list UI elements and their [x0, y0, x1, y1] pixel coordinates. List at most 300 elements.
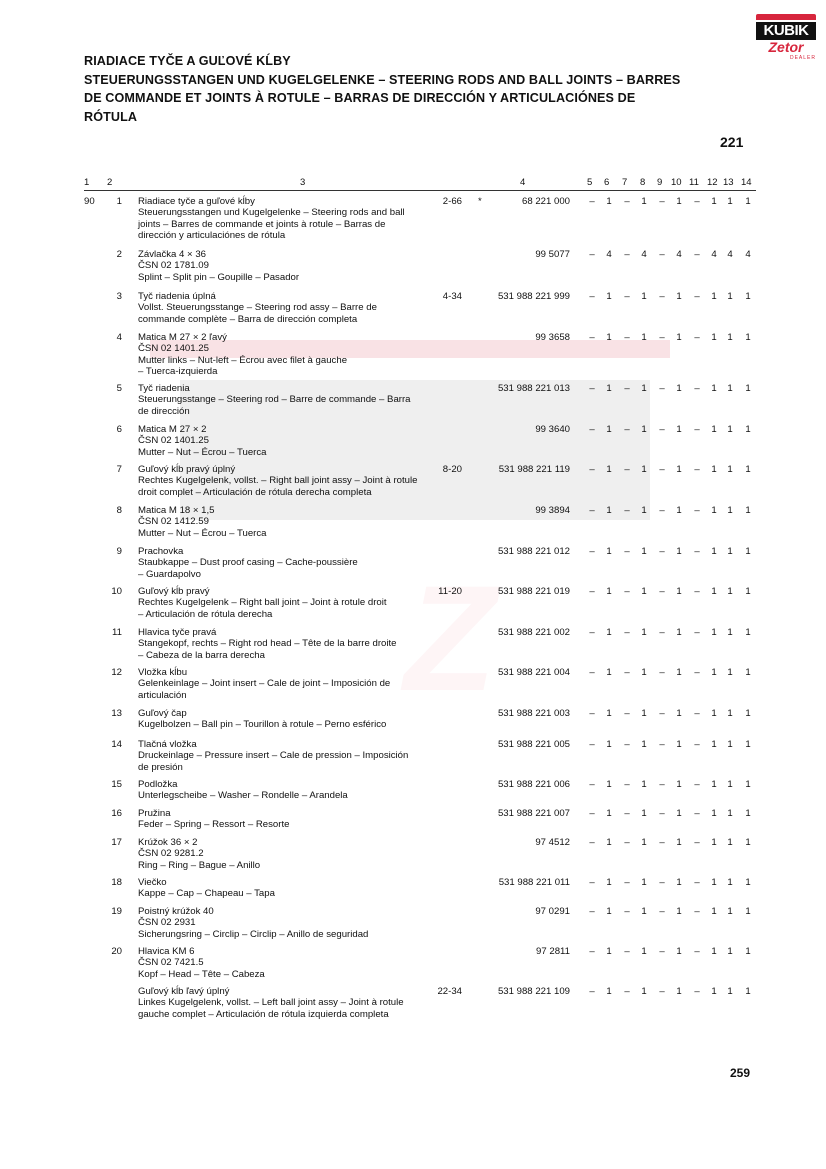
description-line: – Tuerca-izquierda [138, 365, 218, 377]
quantity-cell: 1 [727, 837, 733, 848]
quantity-cell: 1 [676, 586, 682, 597]
part-description [138, 546, 470, 580]
quantity-cell: 1 [727, 779, 733, 790]
quantity-cell: 1 [727, 627, 733, 638]
description-line: Podložka [138, 779, 178, 790]
quantity-cell: 1 [641, 779, 647, 790]
quantity-cell: – [659, 906, 665, 917]
quantity-cell: – [659, 291, 665, 302]
description-line: Staubkappe – Dust proof casing – Cache-poussière [138, 557, 358, 569]
quantity-cell: – [624, 708, 630, 719]
quantity-cell: – [624, 808, 630, 819]
part-description [138, 424, 470, 458]
description-line: de dirección [138, 405, 190, 417]
part-number: 99 3658 [535, 332, 570, 343]
quantity-cell: – [694, 505, 700, 516]
quantity-cell: 1 [676, 906, 682, 917]
position-number: 13 [111, 708, 122, 719]
part-description [138, 906, 470, 940]
position-number: 7 [116, 464, 122, 475]
quantity-cell: – [589, 505, 595, 516]
part-number: 531 988 221 012 [497, 546, 570, 557]
quantity-cell: – [624, 383, 630, 394]
quantity-cell: 1 [745, 837, 751, 848]
quantity-cell: – [659, 986, 665, 997]
description-line: Poistný krúžok 40 [138, 906, 214, 917]
quantity-cell: 1 [606, 196, 612, 207]
description-line: Matica M 27 × 2 ľavý [138, 332, 227, 343]
quantity-cell: – [589, 546, 595, 557]
part-description [138, 627, 470, 661]
description-line: ČSN 02 7421.5 [138, 957, 204, 969]
quantity-cell: 1 [745, 779, 751, 790]
quantity-cell: 1 [745, 332, 751, 343]
quantity-cell: 1 [711, 877, 717, 888]
description-line: ČSN 02 2931 [138, 917, 196, 929]
quantity-cell: 1 [676, 383, 682, 394]
description-line: Kugelbolzen – Ball pin – Tourillon à rotule – Perno esférico [138, 719, 387, 731]
quantity-cell: – [624, 739, 630, 750]
quantity-cell: 1 [727, 667, 733, 678]
position-number: 11 [112, 627, 122, 638]
quantity-cell: 1 [745, 464, 751, 475]
quantity-cell: – [694, 906, 700, 917]
description-line: Steuerungsstangen und Kugelgelenke – Steering rods and ball [138, 207, 405, 219]
quantity-cell: – [589, 424, 595, 435]
quantity-cell: 4 [641, 249, 647, 260]
quantity-cell: 1 [711, 837, 717, 848]
description-line: Tlačná vložka [138, 739, 197, 750]
quantity-cell: – [589, 249, 595, 260]
quantity-cell: 1 [727, 739, 733, 750]
description-line: articulación [138, 689, 187, 701]
quantity-cell: 1 [676, 837, 682, 848]
quantity-cell: – [659, 332, 665, 343]
quantity-cell: – [694, 586, 700, 597]
quantity-cell: – [694, 249, 700, 260]
quantity-cell: 1 [606, 383, 612, 394]
quantity-cell: 1 [711, 986, 717, 997]
quantity-cell: – [694, 986, 700, 997]
figure-reference: 4-34 [442, 291, 462, 302]
logo-word: KUBIK [756, 22, 816, 40]
quantity-cell: 1 [641, 877, 647, 888]
quantity-cell: – [624, 986, 630, 997]
header-rule [84, 190, 756, 191]
position-number: 17 [111, 837, 122, 848]
part-description [138, 332, 470, 377]
quantity-cell: – [659, 946, 665, 957]
quantity-cell: 1 [606, 546, 612, 557]
part-description [138, 779, 470, 802]
quantity-cell: 1 [676, 505, 682, 516]
quantity-cell: 1 [676, 332, 682, 343]
part-description [138, 837, 470, 871]
section-number: 221 [720, 134, 744, 150]
quantity-cell: – [589, 667, 595, 678]
quantity-cell: 1 [641, 627, 647, 638]
quantity-cell: 1 [711, 627, 717, 638]
quantity-cell: 1 [727, 291, 733, 302]
quantity-cell: 1 [676, 708, 682, 719]
column-header: 4 [520, 177, 526, 188]
part-number: 531 988 221 006 [497, 779, 570, 790]
part-number: 531 988 221 005 [497, 739, 570, 750]
quantity-cell: 4 [606, 249, 612, 260]
quantity-cell: 1 [641, 667, 647, 678]
quantity-cell: – [694, 808, 700, 819]
position-number: 10 [111, 586, 122, 597]
quantity-cell: 1 [711, 546, 717, 557]
quantity-cell: 1 [641, 464, 647, 475]
description-line: Splint – Split pin – Goupille – Pasador [138, 271, 300, 283]
quantity-cell: 1 [745, 196, 751, 207]
quantity-cell: – [659, 586, 665, 597]
quantity-cell: – [589, 837, 595, 848]
quantity-cell: – [659, 877, 665, 888]
part-number: 531 988 221 119 [498, 464, 570, 475]
quantity-cell: 1 [727, 505, 733, 516]
quantity-cell: – [694, 383, 700, 394]
position-number: 19 [111, 906, 122, 917]
quantity-cell: 1 [641, 546, 647, 557]
quantity-cell: 1 [727, 383, 733, 394]
quantity-cell: 1 [745, 877, 751, 888]
quantity-cell: 1 [676, 196, 682, 207]
quantity-cell: 1 [676, 779, 682, 790]
quantity-cell: – [589, 196, 595, 207]
quantity-cell: 1 [676, 739, 682, 750]
quantity-cell: – [624, 877, 630, 888]
quantity-cell: 1 [641, 837, 647, 848]
quantity-cell: 1 [745, 586, 751, 597]
quantity-cell: 1 [711, 424, 717, 435]
quantity-cell: 1 [606, 627, 612, 638]
part-number: 531 988 221 999 [497, 291, 570, 302]
description-line: gauche complet – Articulación de rótula izquierda completa [138, 1008, 389, 1020]
column-header: 11 [689, 177, 699, 188]
quantity-cell: – [694, 946, 700, 957]
quantity-cell: 1 [676, 546, 682, 557]
quantity-cell: – [624, 196, 630, 207]
description-line: Guľový kĺb ľavý úplný [138, 986, 230, 997]
logo-red-bar [756, 14, 816, 20]
description-line: de presión [138, 761, 183, 773]
part-number: 531 988 221 011 [498, 877, 570, 888]
quantity-cell: 1 [711, 946, 717, 957]
quantity-cell: – [694, 424, 700, 435]
description-line: Tyč riadenia [138, 383, 190, 394]
quantity-cell: – [659, 546, 665, 557]
quantity-cell: 1 [641, 946, 647, 957]
description-line: Kopf – Head – Tête – Cabeza [138, 968, 265, 980]
quantity-cell: – [659, 249, 665, 260]
quantity-cell: 1 [641, 586, 647, 597]
description-line: Viečko [138, 877, 167, 888]
part-number: 97 2811 [536, 946, 570, 957]
column-header: 2 [107, 177, 113, 188]
position-number: 15 [111, 779, 122, 790]
part-description [138, 249, 470, 283]
column-header: 7 [622, 177, 628, 188]
quantity-cell: 1 [606, 986, 612, 997]
description-line: Rechtes Kugelgelenk, vollst. – Right ball joint assy – Joint à rotule [138, 475, 418, 487]
quantity-cell: – [659, 708, 665, 719]
description-line: Ring – Ring – Bague – Anillo [138, 859, 261, 871]
quantity-cell: 1 [641, 505, 647, 516]
quantity-cell: 1 [606, 708, 612, 719]
description-line: ČSN 02 9281.2 [138, 848, 204, 860]
quantity-cell: 1 [711, 464, 717, 475]
description-line: Matica M 27 × 2 [138, 424, 207, 435]
logo-dealer: DEALER [789, 55, 816, 61]
quantity-cell: 1 [727, 946, 733, 957]
quantity-cell: – [624, 291, 630, 302]
quantity-cell: 1 [711, 667, 717, 678]
position-number: 4 [116, 332, 122, 343]
part-description [138, 708, 470, 731]
description-line: ČSN 02 1401.25 [138, 343, 209, 355]
position-number: 18 [111, 877, 122, 888]
quantity-cell: – [624, 332, 630, 343]
description-line: – Cabeza de la barra derecha [138, 649, 265, 661]
part-description [138, 946, 470, 980]
quantity-cell: 1 [711, 808, 717, 819]
description-line: Rechtes Kugelgelenk – Right ball joint – Joint à rotule droit [138, 597, 387, 609]
part-description [138, 383, 470, 417]
part-number: 68 221 000 [521, 196, 570, 207]
quantity-cell: 1 [606, 877, 612, 888]
title-line-3: DE COMMANDE ET JOINTS À ROTULE – BARRAS DE DIRECCIÓN Y ARTICULACIÓNES DE [84, 91, 636, 105]
description-line: Závlačka 4 × 36 [138, 249, 206, 260]
quantity-cell: 1 [641, 424, 647, 435]
quantity-cell: 1 [745, 424, 751, 435]
quantity-cell: – [589, 383, 595, 394]
quantity-cell: – [694, 779, 700, 790]
part-number: 97 0291 [535, 906, 570, 917]
quantity-cell: 1 [745, 667, 751, 678]
quantity-cell: – [589, 877, 595, 888]
quantity-cell: 1 [641, 291, 647, 302]
position-number: 8 [116, 505, 122, 516]
quantity-cell: – [694, 332, 700, 343]
quantity-cell: 1 [606, 739, 612, 750]
quantity-cell: 1 [711, 505, 717, 516]
title-line-4: RÓTULA [84, 109, 138, 124]
quantity-cell: 1 [711, 332, 717, 343]
part-number: 99 5077 [535, 249, 570, 260]
quantity-cell: – [589, 464, 595, 475]
column-header: 13 [723, 177, 734, 188]
figure-reference: 22-34 [437, 986, 462, 997]
column-header: 12 [707, 177, 718, 188]
group-number: 90 [84, 196, 95, 207]
figure-reference: 11-20 [438, 586, 462, 597]
description-line: Guľový kĺb pravý úplný [138, 464, 236, 475]
quantity-cell: 4 [676, 249, 682, 260]
description-line: Hlavica KM 6 [138, 946, 195, 957]
quantity-cell: – [589, 627, 595, 638]
quantity-cell: 1 [676, 627, 682, 638]
part-number: 99 3894 [535, 505, 570, 516]
quantity-cell: – [589, 808, 595, 819]
position-number: 1 [116, 196, 122, 207]
quantity-cell: 1 [606, 505, 612, 516]
description-line: Sicherungsring – Circlip – Circlip – Anillo de seguridad [138, 928, 369, 940]
quantity-cell: – [694, 708, 700, 719]
quantity-cell: 1 [745, 627, 751, 638]
page-number: 259 [730, 1066, 751, 1080]
quantity-cell: 1 [676, 986, 682, 997]
description-line: dirección y articulaciónes de rótula [138, 229, 286, 241]
description-line: Gelenkeinlage – Joint insert – Cale de joint – Imposición de [138, 678, 391, 690]
description-line: Krúžok 36 × 2 [138, 837, 198, 848]
quantity-cell: – [659, 808, 665, 819]
part-number: 99 3640 [535, 424, 570, 435]
part-number: 97 4512 [535, 837, 570, 848]
quantity-cell: – [589, 779, 595, 790]
figure-reference: 2-66 [442, 196, 462, 207]
quantity-cell: – [659, 424, 665, 435]
quantity-cell: 1 [676, 464, 682, 475]
position-number: 2 [116, 249, 122, 260]
kubik-zetor-dealer-logo [756, 14, 816, 70]
position-number: 16 [111, 808, 122, 819]
quantity-cell: – [694, 837, 700, 848]
quantity-cell: – [694, 877, 700, 888]
quantity-cell: – [694, 196, 700, 207]
description-line: Riadiace tyče a guľové kĺby [138, 196, 255, 207]
description-line: Vložka kĺbu [138, 667, 188, 678]
part-number: 531 988 221 019 [497, 586, 570, 597]
quantity-cell: 1 [727, 906, 733, 917]
part-description [138, 808, 470, 831]
position-number: 20 [111, 946, 122, 957]
quantity-cell: 1 [727, 196, 733, 207]
assembly-mark: * [478, 196, 482, 207]
quantity-cell: – [624, 249, 630, 260]
description-line: ČSN 02 1401.25 [138, 435, 209, 447]
quantity-cell: 1 [606, 464, 612, 475]
part-number: 531 988 221 003 [497, 708, 570, 719]
quantity-cell: – [624, 464, 630, 475]
position-number: 3 [116, 291, 122, 302]
quantity-cell: – [624, 424, 630, 435]
quantity-cell: 1 [745, 291, 751, 302]
quantity-cell: 4 [711, 249, 717, 260]
quantity-cell: – [659, 196, 665, 207]
quantity-cell: – [624, 667, 630, 678]
quantity-cell: 1 [641, 739, 647, 750]
quantity-cell: – [659, 837, 665, 848]
position-number: 14 [111, 739, 122, 750]
quantity-cell: 1 [727, 546, 733, 557]
quantity-cell: 1 [727, 332, 733, 343]
quantity-cell: 1 [641, 986, 647, 997]
quantity-cell: 1 [745, 739, 751, 750]
quantity-cell: – [659, 505, 665, 516]
description-line: Unterlegscheibe – Washer – Rondelle – Arandela [138, 790, 348, 802]
description-line: Mutter – Nut – Écrou – Tuerca [138, 527, 267, 539]
quantity-cell: – [694, 291, 700, 302]
quantity-cell: – [694, 464, 700, 475]
column-header: 10 [671, 177, 682, 188]
quantity-cell: – [659, 739, 665, 750]
description-line: commande complète – Barra de dirección completa [138, 313, 358, 325]
quantity-cell: 1 [745, 946, 751, 957]
part-description [138, 667, 470, 701]
quantity-cell: – [659, 627, 665, 638]
description-line: ČSN 02 1412.59 [138, 516, 209, 528]
logo-brand: Zetor [768, 39, 804, 55]
description-line: Tyč riadenia úplná [138, 291, 216, 302]
part-number: 531 988 221 109 [497, 986, 570, 997]
description-line: Hlavica tyče pravá [138, 627, 217, 638]
quantity-cell: – [589, 332, 595, 343]
quantity-cell: 1 [676, 808, 682, 819]
part-description [138, 739, 470, 773]
quantity-cell: 4 [745, 249, 751, 260]
part-description [138, 505, 470, 539]
quantity-cell: 1 [641, 383, 647, 394]
quantity-cell: 1 [727, 464, 733, 475]
column-header: 1 [84, 177, 90, 188]
quantity-cell: 1 [727, 708, 733, 719]
quantity-cell: – [694, 627, 700, 638]
quantity-cell: 1 [606, 837, 612, 848]
description-line: Mutter – Nut – Écrou – Tuerca [138, 446, 267, 458]
quantity-cell: 1 [676, 667, 682, 678]
quantity-cell: 1 [711, 291, 717, 302]
quantity-cell: 1 [727, 877, 733, 888]
quantity-cell: – [659, 464, 665, 475]
quantity-cell: – [694, 667, 700, 678]
quantity-cell: – [589, 946, 595, 957]
position-number: 9 [116, 546, 122, 557]
description-line: droit complet – Articulación de rótula derecha completa [138, 486, 372, 498]
column-header: 5 [587, 177, 593, 188]
quantity-cell: 1 [727, 586, 733, 597]
description-line: Druckeinlage – Pressure insert – Cale de pression – Imposición [138, 750, 409, 762]
position-number: 6 [116, 424, 122, 435]
quantity-cell: 1 [641, 906, 647, 917]
quantity-cell: 1 [745, 383, 751, 394]
quantity-cell: 4 [727, 249, 733, 260]
description-line: – Guardapolvo [138, 568, 201, 580]
quantity-cell: – [624, 837, 630, 848]
quantity-cell: – [659, 383, 665, 394]
quantity-cell: – [624, 586, 630, 597]
column-header: 6 [604, 177, 610, 188]
quantity-cell: – [624, 906, 630, 917]
page-title [84, 52, 754, 126]
quantity-cell: – [589, 708, 595, 719]
quantity-cell: 1 [606, 808, 612, 819]
quantity-cell: 1 [745, 505, 751, 516]
quantity-cell: 1 [711, 586, 717, 597]
quantity-cell: – [589, 739, 595, 750]
part-number: 531 988 221 004 [497, 667, 570, 678]
quantity-cell: 1 [606, 332, 612, 343]
part-description [138, 877, 470, 900]
description-line: ČSN 02 1781.09 [138, 260, 209, 272]
quantity-cell: 1 [711, 779, 717, 790]
quantity-cell: 1 [727, 808, 733, 819]
quantity-cell: 1 [641, 708, 647, 719]
description-line: Linkes Kugelgelenk, vollst. – Left ball joint assy – Joint à rotule [138, 997, 404, 1009]
quantity-cell: 1 [745, 708, 751, 719]
quantity-cell: 1 [727, 986, 733, 997]
